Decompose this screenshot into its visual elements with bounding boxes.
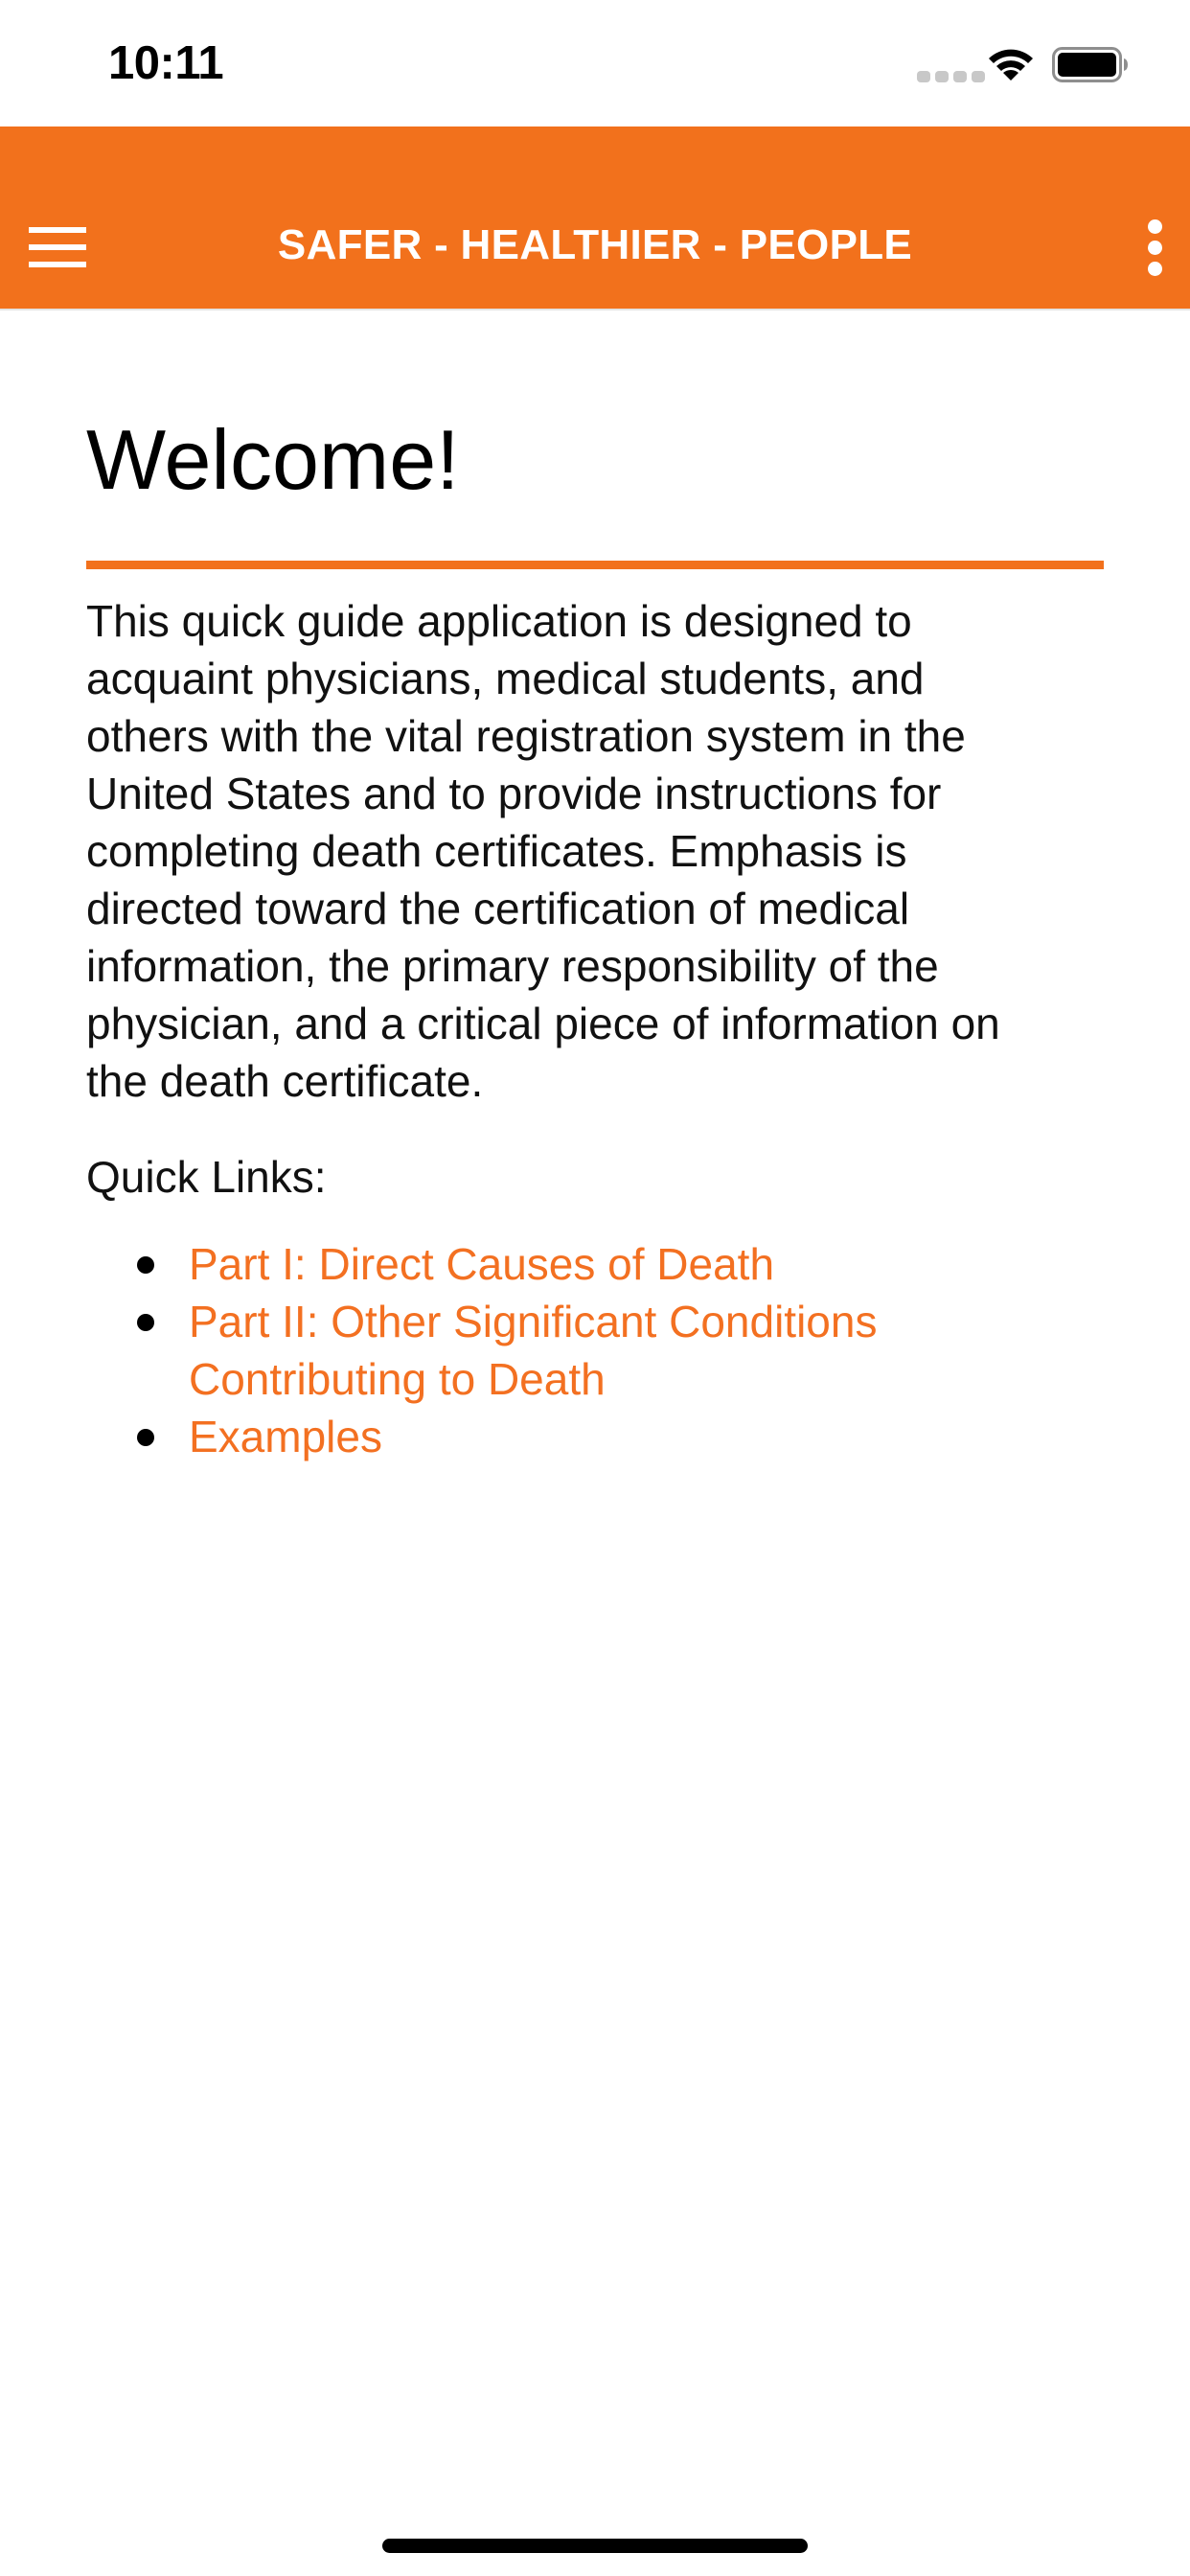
list-item bbox=[86, 1408, 1104, 1465]
link-part-1-direct-causes[interactable] bbox=[189, 1235, 1104, 1293]
battery-icon bbox=[1052, 47, 1129, 82]
app-header bbox=[0, 126, 1190, 309]
status-time: 10:11 bbox=[108, 37, 224, 89]
list-item bbox=[86, 1293, 1104, 1408]
quick-links-label: Quick Links: bbox=[86, 1152, 327, 1202]
header-title: SAFER - HEALTHIER - PEOPLE bbox=[277, 221, 913, 268]
link-text[interactable]: Part I: Direct Causes of Death bbox=[189, 1239, 775, 1289]
intro-line: information, the primary responsibility of the bbox=[86, 941, 939, 991]
intro-line: This quick guide application is designed to bbox=[86, 596, 912, 646]
intro-line: physician, and a critical piece of information on bbox=[86, 999, 1000, 1048]
link-text[interactable]: Examples bbox=[189, 1412, 382, 1461]
list-item bbox=[86, 1235, 1104, 1293]
kebab-menu-icon[interactable] bbox=[1136, 213, 1175, 284]
intro-line: acquaint physicians, medical students, and bbox=[86, 654, 925, 703]
bullet-icon bbox=[137, 1429, 154, 1446]
intro-paragraph bbox=[86, 592, 1104, 1110]
bullet-icon bbox=[137, 1256, 154, 1274]
link-part-2-other-conditions[interactable] bbox=[189, 1293, 1104, 1408]
home-indicator[interactable] bbox=[382, 2539, 808, 2553]
title-divider bbox=[86, 561, 1104, 569]
intro-line: completing death certificates. Emphasis is bbox=[86, 826, 907, 876]
header-divider bbox=[0, 309, 1190, 310]
link-text[interactable]: Contributing to Death bbox=[189, 1354, 606, 1404]
intro-line: directed toward the certification of medical bbox=[86, 884, 910, 933]
intro-line: the death certificate. bbox=[86, 1056, 484, 1106]
status-bar bbox=[0, 0, 1190, 126]
bullet-icon bbox=[137, 1314, 154, 1331]
intro-line: others with the vital registration system in the bbox=[86, 711, 966, 761]
quick-links-list bbox=[86, 1235, 1104, 1465]
page-title: Welcome! bbox=[86, 412, 460, 507]
signal-dots-icon bbox=[917, 71, 985, 82]
intro-line: United States and to provide instructions for bbox=[86, 769, 942, 818]
wifi-icon bbox=[985, 46, 1037, 82]
link-text[interactable]: Part II: Other Significant Conditions bbox=[189, 1297, 878, 1346]
link-examples[interactable] bbox=[189, 1408, 1104, 1465]
